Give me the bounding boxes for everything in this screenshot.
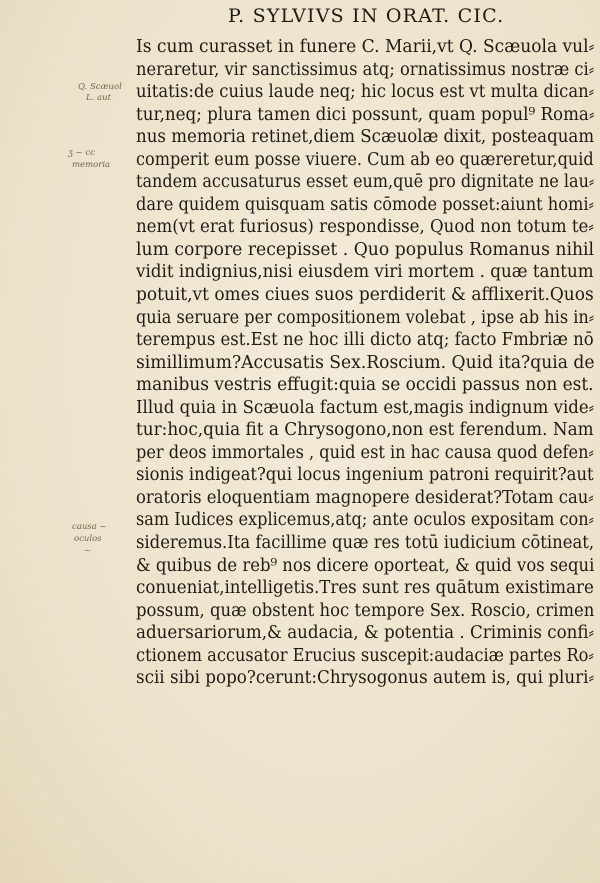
text-line: comperit eum posse viuere. Cum ab eo quæreretur,quid: [136, 149, 594, 170]
margin-annotation-4: memoria: [72, 160, 111, 170]
text-line: Illud quia in Scæuola factum est,magis indignum vide⸗: [136, 397, 595, 418]
text-line: & quibus de reb⁹ nos dicere oporteat, & quid vos sequi: [136, 555, 595, 576]
text-line: potuit,vt omes ciues suos perdiderit & afflixerit.Quos: [136, 285, 594, 306]
text-line: sionis indigeat?qui locus ingenium patroni requirit?aut: [136, 465, 594, 486]
text-line: ctionem accusator Erucius suscepit:audaciæ partes Ro⸗: [136, 645, 594, 666]
body-text: [136, 36, 596, 690]
text-line: dare quidem quisquam satis cōmode posset:aiunt homi⸗: [136, 194, 594, 215]
text-line: tandem accusaturus esset eum,quē pro dignitate ne lau⸗: [136, 172, 595, 193]
margin-annotation-2: L. aut: [86, 93, 112, 103]
margin-annotation-7: ~: [84, 546, 92, 556]
text-line: manibus vestris effugit:quia se occidi passus non est.: [136, 375, 594, 396]
text-line: scii sibi popo?cerunt:Chrysogonus autem is, qui pluri⸗: [136, 668, 595, 689]
margin-annotation-5: causa ~: [72, 522, 107, 532]
text-line: Is cum curasset in funere C. Marii,vt Q. Scæuola vul⸗: [136, 37, 595, 57]
text-line: nem(vt erat furiosus) respondisse, Quod non totum te⸗: [136, 217, 594, 238]
text-line: sam Iudices explicemus,atq; ante oculos expositam con⸗: [136, 510, 595, 531]
text-line: uitatis:de cuius laude neq; hic locus est vt multa dican⸗: [136, 82, 595, 103]
margin-annotation-3: ʒ ~ cc: [68, 148, 95, 158]
text-line: vidit indignius,nisi eiusdem viri mortem . quæ tantum: [136, 262, 594, 283]
text-line: nus memoria retinet,diem Scæuolæ dixit, posteaquam: [136, 127, 595, 148]
text-line: simillimum?Accusatis Sex.Roscium. Quid ita?quia de: [136, 352, 595, 373]
text-line: neraretur, vir sanctissimus atq; ornatissimus nostræ ci⸗: [136, 59, 595, 80]
text-line: tur,neq; plura tamen dici possunt, quam popul⁹ Roma⸗: [136, 104, 595, 125]
text-line: sideremus.Ita facillime quæ res totū iudicium cōtineat,: [136, 533, 595, 554]
running-header: P. SYLVIVS IN ORAT. CIC.: [228, 5, 505, 27]
margin-annotation-1: Q. Scæuol: [78, 82, 122, 92]
text-line: aduersariorum,& audacia, & potentia . Criminis confi⸗: [136, 623, 595, 644]
margin-annotation-6: oculos: [74, 534, 102, 544]
text-line: possum, quæ obstent hoc tempore Sex. Roscio, crimen: [136, 600, 595, 621]
text-line: terempus est.Est ne hoc illi dicto atq; facto Fmbriæ nō: [136, 330, 594, 351]
text-line: oratoris eloquentiam magnopere desiderat?Totam cau⸗: [136, 487, 594, 508]
text-line: tur:hoc,quia fit a Chrysogono,non est ferendum. Nam: [136, 420, 594, 441]
text-line: per deos immortales , quid est in hac causa quod defen⸗: [136, 442, 594, 463]
text-line: conueniat,intelligetis.Tres sunt res quātum existimare: [136, 578, 594, 599]
text-line: quia seruare per compositionem volebat , ipse ab his in⸗: [136, 307, 595, 328]
text-line: lum corpore recepisset . Quo populus Romanus nihil: [136, 239, 595, 260]
